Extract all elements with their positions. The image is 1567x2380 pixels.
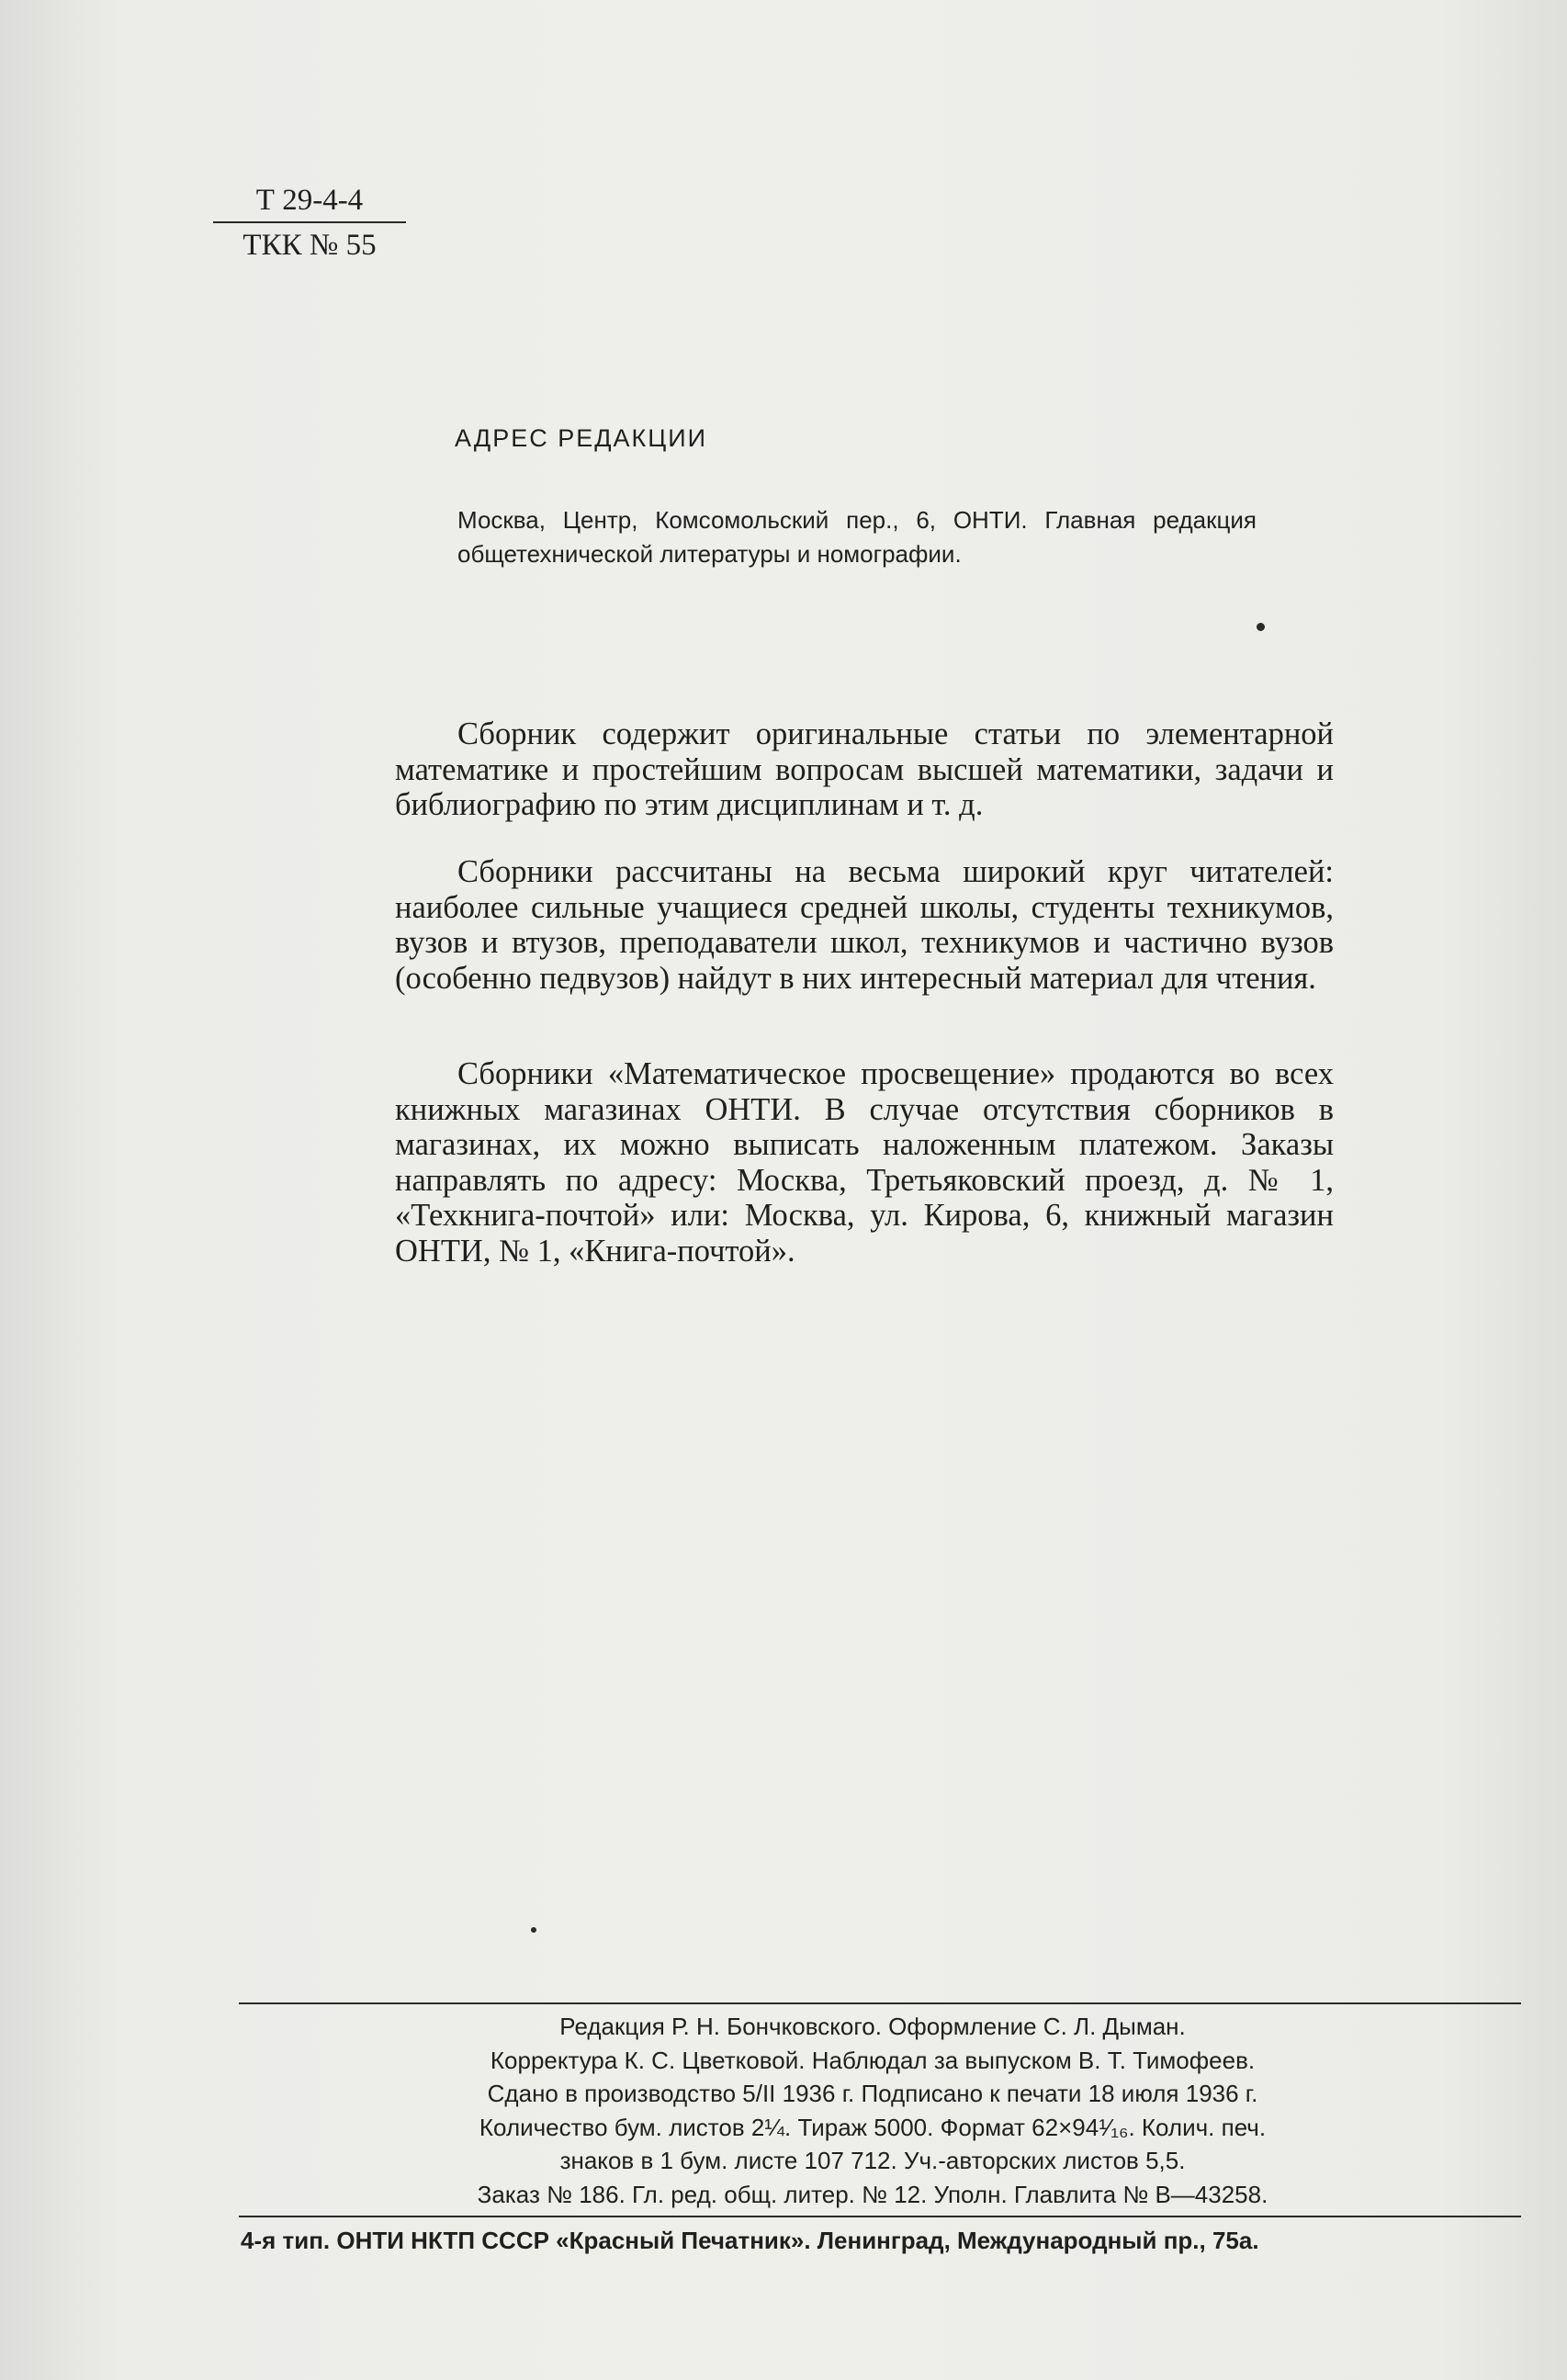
imprint-line: Корректура К. С. Цветковой. Наблюдал за выпуском В. Т. Тимофеев. [490,2046,1256,2074]
imprint-line: знаков в 1 бум. листе 107 712. Уч.-авторских листов 5,5. [559,2147,1186,2174]
address-heading: АДРЕС РЕДАКЦИИ [455,424,708,452]
imprint-bottom-rule [239,2216,1521,2217]
imprint-line: Сдано в производство 5/II 1936 г. Подписано к печати 18 июля 1936 г. [487,2080,1258,2107]
imprint-line: Количество бум. листов 2¼. Тираж 5000. Формат 62×94¹⁄₁₆. Колич. печ. [479,2113,1267,2141]
paragraph-audience: Сборники рассчитаны на весьма широкий круг читателей: наиболее сильные учащиеся средней школы, студенты техникумов, вузов и втузов, преподаватели школ, техникумов и частично вузов (особенно педвузов) найдут в них интересный материал для чтения. [395,854,1334,996]
address-text: Москва, Центр, Комсомольский пер., 6, ОНТИ. Главная редакция общетехнической литературы и номографии. [457,506,1257,568]
print-speck [531,1927,536,1933]
imprint-line: Редакция Р. Н. Бончковского. Оформление С. Л. Дыман. [559,2013,1186,2040]
catalog-code [213,184,406,263]
paragraph-ordering: Сборники «Математическое просвещение» продаются во всех книжных магазинах ОНТИ. В случае отсутствия сборников в магазинах, их можно выписать наложенным платежом. Заказы направлять по адресу: Москва, Третьяковский проезд, д. № 1, «Техкнига-почтой» или: Москва, ул. Кирова, 6, книжный магазин ОНТИ, № 1, «Книга-почтой». [395,1056,1334,1269]
imprint-line: Заказ № 186. Гл. ред. общ. литер. № 12. Уполн. Главлита № В—43258. [477,2180,1268,2208]
catalog-code-top: Т 29-4-4 [213,184,406,223]
catalog-code-bottom: ТКК № 55 [242,229,377,262]
imprint-top-rule [239,2002,1521,2004]
print-speck [1257,623,1265,631]
imprint-block [276,2010,1470,2211]
paragraph-description: Сборник содержит оригинальные статьи по элементарной математике и простейшим вопросам высшей математики, задачи и библиографию по этим дисциплинам и т. д. [395,716,1334,822]
printer-line: 4-я тип. ОНТИ НКТП СССР «Красный Печатник». Ленинград, Международный пр., 75а. [241,2227,1259,2254]
